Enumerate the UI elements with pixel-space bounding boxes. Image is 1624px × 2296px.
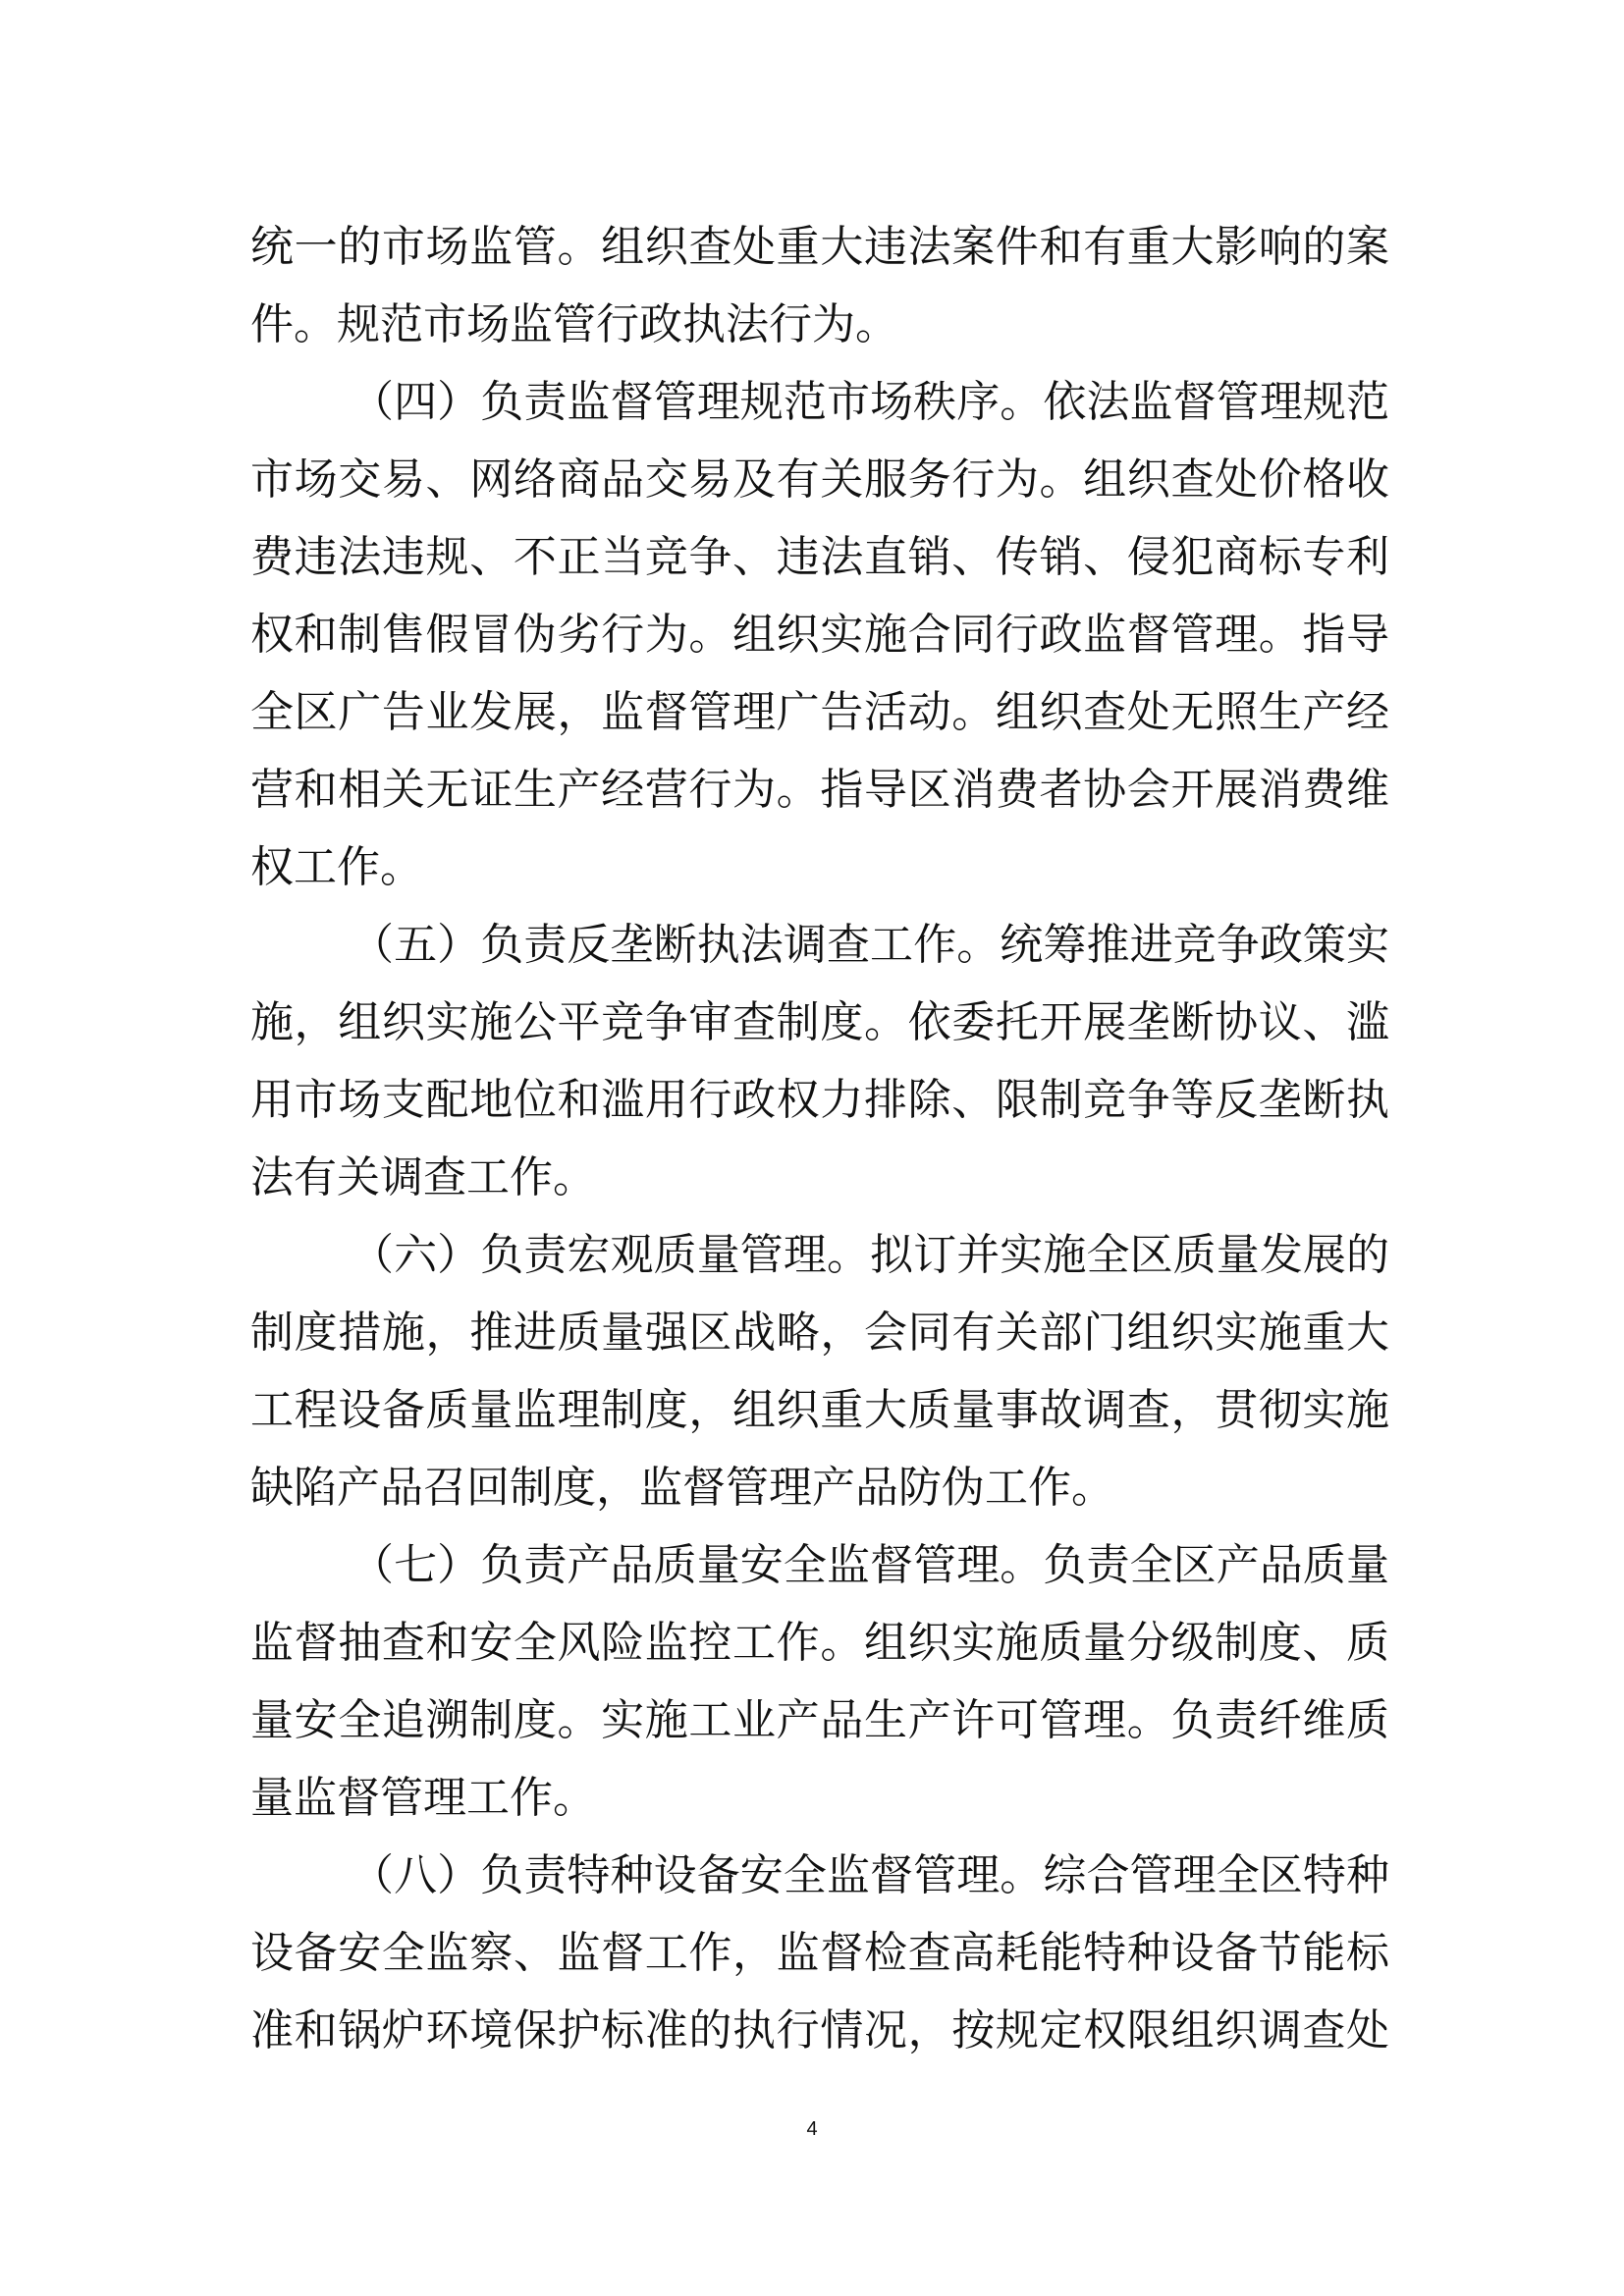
paragraph-start-line: （五）负责反垄断执法调查工作。统筹推进竞争政策实 (351, 920, 1389, 970)
paragraph-start-line: （四）负责监督管理规范市场秩序。依法监督管理规范 (351, 377, 1389, 427)
paragraph-start-line: （八）负责特种设备安全监督管理。综合管理全区特种 (351, 1850, 1389, 1900)
text-line: 设备安全监察、监督工作，监督检查高耗能特种设备节能标 (250, 1928, 1389, 1978)
text-line: 施，组织实施公平竞争审查制度。依委托开展垄断协议、滥 (250, 997, 1389, 1047)
text-line: 量安全追溯制度。实施工业产品生产许可管理。负责纤维质 (250, 1695, 1389, 1745)
text-line: 用市场支配地位和滥用行政权力排除、限制竞争等反垄断执 (250, 1075, 1389, 1125)
paragraph-start-line: （七）负责产品质量安全监督管理。负责全区产品质量 (351, 1540, 1389, 1590)
paragraph-start-line: （六）负责宏观质量管理。拟订并实施全区质量发展的 (351, 1230, 1389, 1280)
text-line: 准和锅炉环境保护标准的执行情况，按规定权限组织调查处 (250, 2005, 1389, 2056)
text-line: 费违法违规、不正当竞争、违法直销、传销、侵犯商标专利 (250, 532, 1389, 582)
text-line: 工程设备质量监理制度，组织重大质量事故调查，贯彻实施 (250, 1385, 1389, 1435)
text-line: 制度措施，推进质量强区战略，会同有关部门组织实施重大 (250, 1308, 1389, 1358)
text-line: 权工作。 (250, 842, 423, 892)
text-line: 监督抽查和安全风险监控工作。组织实施质量分级制度、质 (250, 1618, 1389, 1668)
text-line: 营和相关无证生产经营行为。指导区消费者协会开展消费维 (250, 765, 1389, 815)
page-number: 4 (806, 2118, 818, 2140)
text-line: 全区广告业发展，监督管理广告活动。组织查处无照生产经 (250, 687, 1389, 737)
text-line: 统一的市场监管。组织查处重大违法案件和有重大影响的案 (250, 222, 1389, 272)
text-line: 法有关调查工作。 (250, 1152, 596, 1202)
text-line: 量监督管理工作。 (250, 1773, 596, 1823)
document-body (250, 208, 1389, 2069)
text-line: 缺陷产品召回制度，监督管理产品防伪工作。 (250, 1463, 1114, 1513)
text-line: 件。规范市场监管行政执法行为。 (250, 299, 898, 349)
text-line: 权和制售假冒伪劣行为。组织实施合同行政监督管理。指导 (250, 610, 1389, 660)
text-line: 市场交易、网络商品交易及有关服务行为。组织查处价格收 (250, 454, 1389, 505)
